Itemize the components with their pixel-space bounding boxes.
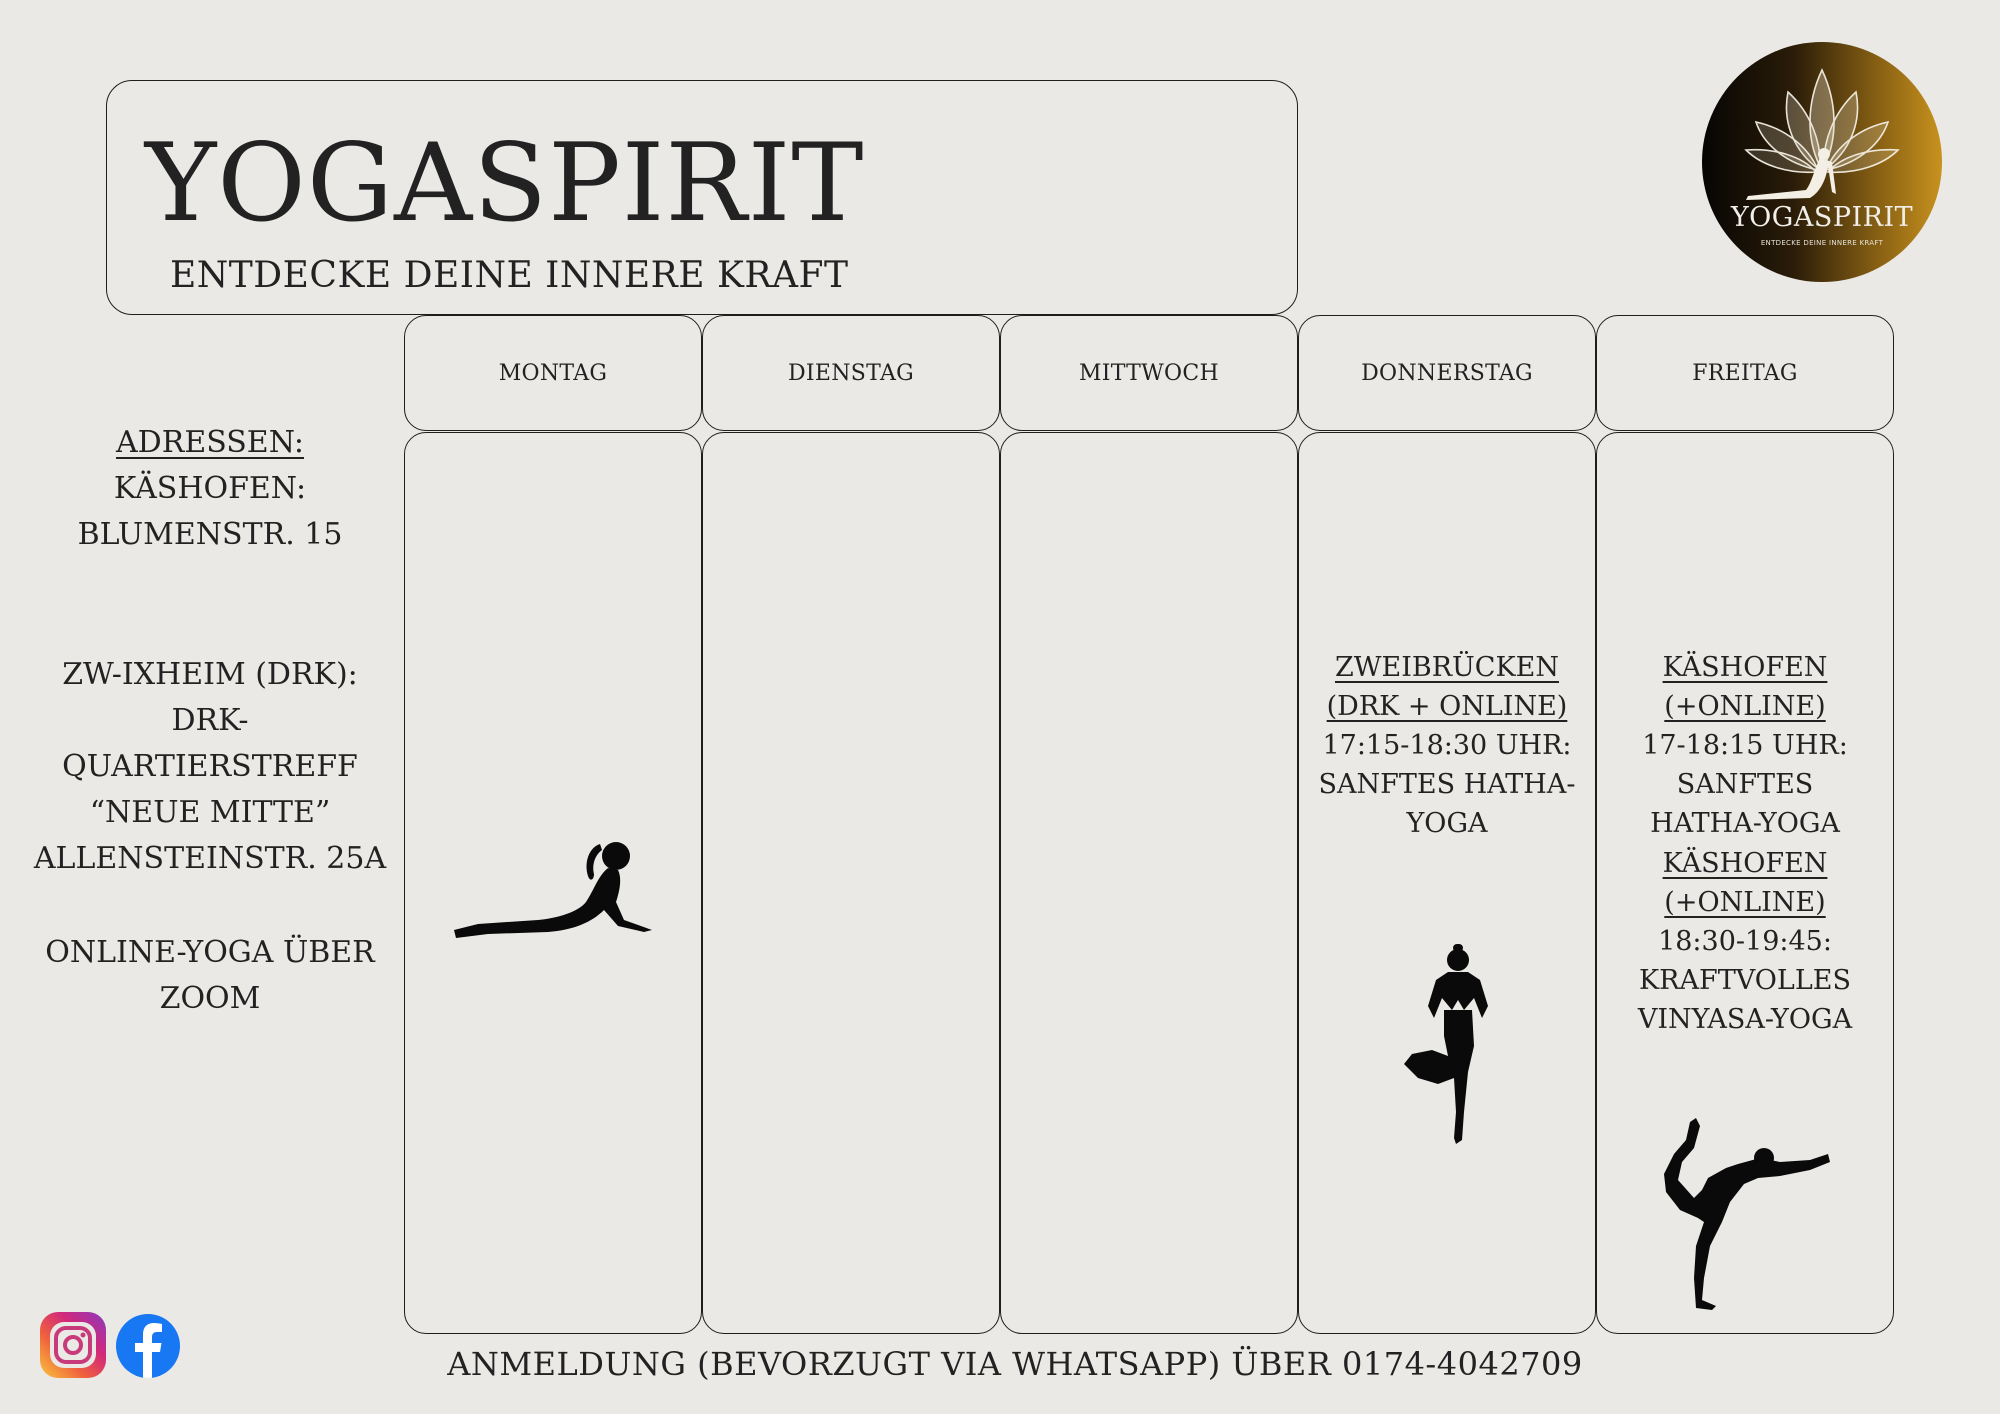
day-column-mittwoch: [1000, 432, 1298, 1334]
address-zw-block: [30, 652, 390, 882]
addresses-heading: ADRESSEN:: [116, 425, 304, 460]
day-header-donnerstag: DONNERSTAG: [1298, 315, 1596, 431]
class-freitag-1-location: KÄSHOFEN: [1662, 652, 1828, 683]
logo-name: YOGASPIRIT: [1730, 202, 1914, 233]
class-freitag-1-type: HATHA-YOGA: [1650, 808, 1840, 839]
class-freitag-1: [1596, 648, 1894, 843]
class-donnerstag-location: ZWEIBRÜCKEN: [1335, 652, 1559, 683]
day-header-mittwoch: MITTWOCH: [1000, 315, 1298, 431]
tree-pose-icon: [1398, 942, 1498, 1148]
day-header-freitag: FREITAG: [1596, 315, 1894, 431]
address-kaeshofen-street: BLUMENSTR. 15: [77, 517, 343, 552]
address-zw-venue: DRK-QUARTIERSTREFF: [62, 703, 358, 784]
logo: [1702, 42, 1942, 282]
class-freitag-2-location: KÄSHOFEN: [1662, 848, 1828, 879]
class-freitag-2-time: 18:30-19:45:: [1658, 926, 1832, 957]
page-subtitle: ENTDECKE DEINE INNERE KRAFT: [170, 255, 849, 296]
address-online-block: [30, 930, 390, 1022]
class-freitag-1-time: 17-18:15 UHR: SANFTES: [1642, 730, 1848, 800]
class-donnerstag-location-detail: (DRK + ONLINE): [1326, 691, 1568, 722]
address-online-line2: ZOOM: [159, 981, 261, 1016]
day-header-dienstag: DIENSTAG: [702, 315, 1000, 431]
class-freitag-2-location-detail: (+ONLINE): [1664, 887, 1826, 918]
address-zw-street: ALLENSTEINSTR. 25A: [33, 841, 387, 876]
address-online-line1: ONLINE-YOGA ÜBER: [45, 935, 375, 970]
cobra-pose-icon: [448, 830, 658, 970]
day-header-montag: MONTAG: [404, 315, 702, 431]
addresses-block: [30, 420, 390, 558]
class-freitag-2: [1596, 844, 1894, 1039]
footer-registration: ANMELDUNG (BEVORZUGT VIA WHATSAPP) ÜBER 0174-4042709: [447, 1345, 1583, 1383]
day-column-dienstag: [702, 432, 1000, 1334]
class-freitag-2-type: KRAFTVOLLES: [1639, 965, 1851, 996]
class-freitag-2-type-cont: VINYASA-YOGA: [1637, 1004, 1853, 1035]
day-column-donnerstag: [1298, 432, 1596, 1334]
class-donnerstag: [1298, 648, 1596, 843]
address-kaeshofen-label: KÄSHOFEN:: [113, 471, 307, 506]
address-zw-venue-name: “NEUE MITTE”: [89, 795, 331, 830]
page-title: YOGASPIRIT: [145, 121, 865, 246]
class-freitag-1-location-detail: (+ONLINE): [1664, 691, 1826, 722]
class-donnerstag-time: 17:15-18:30 UHR:: [1322, 730, 1572, 761]
class-donnerstag-type-cont: YOGA: [1406, 808, 1488, 839]
logo-tagline: ENTDECKE DEINE INNERE KRAFT: [1760, 239, 1884, 247]
dancer-pose-icon: [1660, 1118, 1832, 1310]
address-zw-label: ZW-IXHEIM (DRK):: [62, 657, 358, 692]
class-donnerstag-type: SANFTES HATHA-: [1318, 769, 1576, 800]
